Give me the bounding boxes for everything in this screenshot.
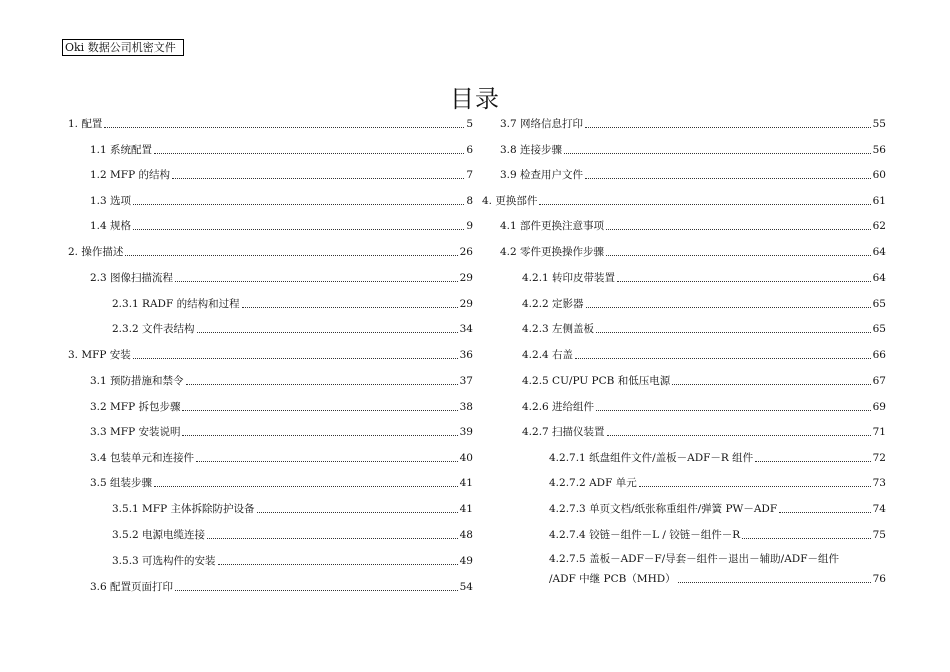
toc-page-number: 76 xyxy=(872,573,886,585)
toc-page-number: 65 xyxy=(872,298,886,310)
toc-page-number: 66 xyxy=(872,349,886,361)
toc-page-number: 75 xyxy=(872,529,886,541)
toc-entry[interactable] xyxy=(549,500,886,516)
toc-entry[interactable] xyxy=(112,526,473,542)
toc-page-number: 60 xyxy=(872,169,886,181)
toc-entry[interactable] xyxy=(90,474,473,490)
toc-entry-label: 3.8 连接步骤 xyxy=(500,144,563,156)
toc-entry[interactable] xyxy=(522,295,886,311)
toc-entry[interactable] xyxy=(112,500,473,516)
dot-leader xyxy=(104,126,464,128)
toc-entry[interactable] xyxy=(90,372,473,388)
toc-page-number: 6 xyxy=(466,144,473,156)
toc-entry-label: 4.2.3 左侧盖板 xyxy=(522,323,595,335)
dot-leader xyxy=(596,409,871,411)
dot-leader xyxy=(133,203,464,205)
toc-page-number: 72 xyxy=(872,452,886,464)
dot-leader xyxy=(586,306,871,308)
toc-page-number: 37 xyxy=(459,375,473,387)
toc-page-number: 26 xyxy=(459,246,473,258)
toc-entry[interactable] xyxy=(500,217,886,233)
toc-page-number: 36 xyxy=(459,349,473,361)
toc-entry[interactable] xyxy=(549,552,886,586)
dot-leader xyxy=(186,383,458,385)
toc-page-number: 7 xyxy=(466,169,473,181)
toc-entry-label: 3.4 包装单元和连接件 xyxy=(90,452,195,464)
toc-entry[interactable] xyxy=(500,141,886,157)
dot-leader xyxy=(617,280,871,282)
toc-page-number: 29 xyxy=(459,272,473,284)
dot-leader xyxy=(575,357,871,359)
toc-page-number: 40 xyxy=(459,452,473,464)
toc-page-number: 67 xyxy=(872,375,886,387)
toc-entry[interactable] xyxy=(90,141,473,157)
toc-entry[interactable] xyxy=(90,398,473,414)
toc-page-number: 5 xyxy=(466,118,473,130)
toc-entry[interactable] xyxy=(549,474,886,490)
toc-page-number: 71 xyxy=(872,426,886,438)
toc-entry-label: 3.6 配置页面打印 xyxy=(90,581,174,593)
toc-entry-label: 1.4 规格 xyxy=(90,220,132,232)
toc-entry-label: 1.2 MFP 的结构 xyxy=(90,169,170,181)
toc-entry-label-continued: /ADF 中继 PCB（MHD） xyxy=(549,573,676,585)
toc-entry[interactable] xyxy=(549,526,886,542)
toc-entry[interactable] xyxy=(90,217,473,233)
toc-page-number: 49 xyxy=(459,555,473,567)
toc-entry-label: 3. MFP 安装 xyxy=(68,349,131,361)
toc-entry[interactable] xyxy=(90,269,473,285)
toc-page-number: 48 xyxy=(459,529,473,541)
dot-leader xyxy=(196,460,458,462)
toc-page-number: 29 xyxy=(459,298,473,310)
toc-entry[interactable] xyxy=(522,423,886,439)
toc-page-number: 9 xyxy=(466,220,473,232)
toc-page-number: 34 xyxy=(459,323,473,335)
dot-leader xyxy=(242,306,458,308)
toc-entry-label: 3.3 MFP 安装说明 xyxy=(90,426,181,438)
toc-page-number: 61 xyxy=(872,195,886,207)
toc-entry[interactable] xyxy=(522,346,886,362)
toc-page-number: 64 xyxy=(872,246,886,258)
toc-entry[interactable] xyxy=(522,372,886,388)
toc-entry-label: 4.2.4 右盖 xyxy=(522,349,574,361)
dot-leader xyxy=(742,537,870,539)
dot-leader xyxy=(154,485,458,487)
toc-entry-label: 4.2.7.2 ADF 单元 xyxy=(549,477,637,489)
toc-entry-label: 3.5.2 电源电缆连接 xyxy=(112,529,206,541)
toc-entry[interactable] xyxy=(68,346,473,362)
dot-leader xyxy=(133,357,458,359)
toc-entry-label: 4.2.7 扫描仪装置 xyxy=(522,426,605,438)
page-title: 目录 xyxy=(450,85,500,113)
toc-entry[interactable] xyxy=(500,166,886,182)
toc-entry-label: 2.3 图像扫描流程 xyxy=(90,272,174,284)
dot-leader xyxy=(585,126,871,128)
toc-entry-label: 3.1 预防措施和禁令 xyxy=(90,375,184,387)
toc-entry-label: 4. 更换部件 xyxy=(482,195,538,207)
toc-page-number: 69 xyxy=(872,401,886,413)
toc-page-number: 74 xyxy=(872,503,886,515)
toc-entry[interactable] xyxy=(112,295,473,311)
toc-page-number: 73 xyxy=(872,477,886,489)
dot-leader xyxy=(639,485,871,487)
toc-entry-label: 3.9 检查用户文件 xyxy=(500,169,584,181)
toc-entry[interactable] xyxy=(522,320,886,336)
toc-page-number: 65 xyxy=(872,323,886,335)
toc-entry[interactable] xyxy=(482,192,886,208)
dot-leader xyxy=(125,254,457,256)
toc-entry[interactable] xyxy=(549,449,886,465)
dot-leader xyxy=(175,280,458,282)
toc-entry-label: 4.1 部件更换注意事项 xyxy=(500,220,605,232)
toc-entry-label: 3.2 MFP 拆包步骤 xyxy=(90,401,181,413)
confidential-label: Oki 数据公司机密文件 xyxy=(62,39,184,56)
dot-leader xyxy=(755,460,870,462)
dot-leader xyxy=(175,589,458,591)
toc-page-number: 8 xyxy=(466,195,473,207)
toc-entry-label: 4.2.6 进给组件 xyxy=(522,401,595,413)
toc-entry[interactable] xyxy=(90,166,473,182)
toc-entry-label: 4.2 零件更换操作步骤 xyxy=(500,246,605,258)
toc-entry-label: 4.2.7.3 单页文档/纸张称重组件/弹簧 PW－ADF xyxy=(549,503,778,515)
toc-page-number: 56 xyxy=(872,144,886,156)
dot-leader xyxy=(564,152,871,154)
dot-leader xyxy=(607,434,871,436)
toc-entry-label: 3.7 网络信息打印 xyxy=(500,118,584,130)
toc-entry-label: 1. 配置 xyxy=(68,118,103,130)
dot-leader xyxy=(606,228,871,230)
dot-leader xyxy=(257,511,458,513)
toc-page-number: 64 xyxy=(872,272,886,284)
toc-entry-label: 4.2.5 CU/PU PCB 和低压电源 xyxy=(522,375,671,387)
toc-entry-label: 3.5 组装步骤 xyxy=(90,477,153,489)
toc-page-number: 38 xyxy=(459,401,473,413)
toc-entry-label: 3.5.1 MFP 主体拆除防护设备 xyxy=(112,503,255,515)
dot-leader xyxy=(539,203,870,205)
dot-leader xyxy=(678,581,871,583)
toc-page-number: 41 xyxy=(459,503,473,515)
toc-page-number: 62 xyxy=(872,220,886,232)
dot-leader xyxy=(197,331,458,333)
toc-entry-label: 2.3.1 RADF 的结构和过程 xyxy=(112,298,240,310)
toc-page-number: 39 xyxy=(459,426,473,438)
toc-entry[interactable] xyxy=(522,269,886,285)
toc-entry[interactable] xyxy=(500,115,886,131)
toc-entry[interactable] xyxy=(90,192,473,208)
toc-entry-label: 1.1 系统配置 xyxy=(90,144,153,156)
toc-entry[interactable] xyxy=(112,552,473,568)
toc-entry-label: 2. 操作描述 xyxy=(68,246,124,258)
toc-entry-label: 4.2.1 转印皮带装置 xyxy=(522,272,616,284)
dot-leader xyxy=(172,177,464,179)
dot-leader xyxy=(207,537,458,539)
toc-page-number: 55 xyxy=(872,118,886,130)
toc-entry-label: 4.2.7.4 铰链－组件－L / 铰链－组件－R xyxy=(549,529,741,541)
toc-page-number: 54 xyxy=(459,581,473,593)
toc-entry-label: 4.2.7.5 盖板－ADF－F/导套－组件－退出－辅助/ADF－组件 xyxy=(549,553,840,565)
dot-leader xyxy=(585,177,871,179)
toc-entry[interactable] xyxy=(90,423,473,439)
toc-entry[interactable] xyxy=(522,398,886,414)
toc-entry[interactable] xyxy=(90,449,473,465)
toc-entry[interactable] xyxy=(500,243,886,259)
toc-entry[interactable] xyxy=(90,578,473,594)
dot-leader xyxy=(606,254,871,256)
dot-leader xyxy=(182,409,457,411)
toc-entry[interactable] xyxy=(112,320,473,336)
dot-leader xyxy=(154,152,464,154)
dot-leader xyxy=(596,331,871,333)
toc-entry-label: 4.2.7.1 纸盘组件文件/盖板－ADF－R 组件 xyxy=(549,452,754,464)
dot-leader xyxy=(133,228,464,230)
dot-leader xyxy=(182,434,457,436)
toc-entry-label: 4.2.2 定影器 xyxy=(522,298,584,310)
toc-entry[interactable] xyxy=(68,115,473,131)
dot-leader xyxy=(672,383,870,385)
dot-leader xyxy=(218,563,458,565)
dot-leader xyxy=(779,511,870,513)
toc-entry-label: 2.3.2 文件表结构 xyxy=(112,323,195,335)
toc-page-number: 41 xyxy=(459,477,473,489)
toc-entry-label: 1.3 选项 xyxy=(90,195,132,207)
toc-entry-label: 3.5.3 可选构件的安装 xyxy=(112,555,216,567)
toc-entry[interactable] xyxy=(68,243,473,259)
